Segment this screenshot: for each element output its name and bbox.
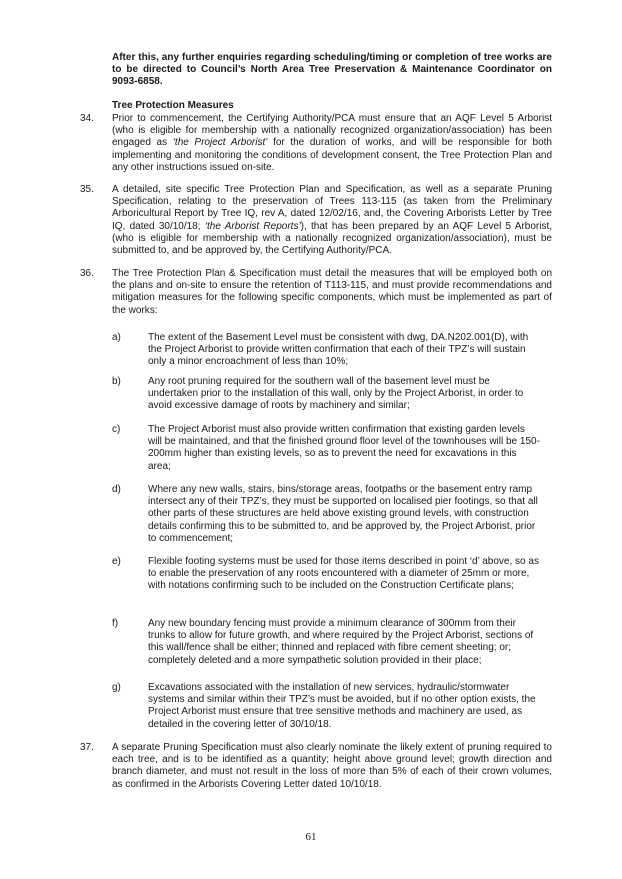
intro-paragraph: After this, any further enquiries regarding scheduling/timing or completion of tree works are to be directed to Council’s North Area Tree Preservation & Maintenance Coordinator on 9093-6858.	[112, 52, 552, 88]
subitem-text: Flexible footing systems must be used for those items described in point ‘d’ above, so as to enable the preservation of any roots encountered with a diameter of 25mm or more, with notations confirming such to be included on the Construction Certificate plans;	[148, 556, 539, 592]
subitem-label: d)	[112, 484, 121, 495]
subitem-label: e)	[112, 556, 121, 567]
condition-text: The Tree Protection Plan & Specification must detail the measures that will be employed both on the plans and on-site to ensure the retention of T113-115, and must provide recommendations and mitigation measures for the following specific components, which must be implemented as part of the works:	[112, 268, 552, 316]
subitem-text: The extent of the Basement Level must be consistent with dwg, DA.N202.001(D), with the Project Arborist to provide written confirmation that each of their TPZ’s will sustain only a minor encroachment of less than 10%;	[148, 332, 529, 368]
condition-text: A separate Pruning Specification must also clearly nominate the likely extent of pruning required to each tree, and is to be identified as a quantity; height above ground level; growth direction and branch diameter, and must not result in the loss of more than 5% of each of their crown volumes, as confirmed in the Arborists Covering Letter dated 10/10/18.	[112, 742, 552, 790]
subitem-label: b)	[112, 376, 121, 387]
subitem-text: The Project Arborist must also provide written confirmation that existing garden levels will be maintained, and that the finished ground floor level of the townhouses will be 150-200mm higher than existing levels, so as to prevent the need for excavations in this area;	[148, 424, 540, 472]
condition-text: A detailed, site specific Tree Protection Plan and Specification, as well as a separate Pruning Specification, relating to the preservation of Trees 113-115 (as taken from the Preliminary Arboricultural Report by Tree IQ, rev A, dated 12/02/16, and, the Covering Arborists Letter by Tree IQ, dated 30/10/18; ‘the Arborist Reports’), that has been prepared by an AQF Level 5 Arborist, (who is eligible for membership with a nationally recognized organization/association), must be submitted to, and be approved by, the Certifying Authority/PCA.	[112, 184, 552, 257]
subitem-text: Any root pruning required for the southern wall of the basement level must be undertaken prior to the installation of this wall, only by the Project Arborist, in order to avoid excessive damage of roots by machinery and similar;	[148, 376, 524, 412]
section-heading: Tree Protection Measures	[112, 100, 234, 111]
condition-number: 35.	[80, 184, 94, 195]
subitem-label: c)	[112, 424, 121, 435]
subitem-label: f)	[112, 618, 119, 629]
subitem-label: a)	[112, 332, 121, 343]
condition-number: 34.	[80, 113, 94, 124]
subitem-text: Where any new walls, stairs, bins/storage areas, footpaths or the basement entry ramp intersect any of their TPZ’s, they must be supported on localised pier footings, so that all other parts of these structures are held above existing ground levels, with construction details confirming this to be submitted to, and be approved by, the Project Arborist, prior to commencement;	[148, 484, 538, 544]
subitem-text: Any new boundary fencing must provide a minimum clearance of 300mm from their trunks to allow for future growth, and where required by the Project Arborist, sections of this wall/fence shall be either; thinned and replaced with fibre cement sheeting; or; completely deleted and a more sympathetic solution provided in their place;	[148, 618, 534, 666]
subitem-label: g)	[112, 682, 121, 693]
condition-text: Prior to commencement, the Certifying Authority/PCA must ensure that an AQF Level 5 Arborist (who is eligible for membership with a nationally recognized organization/association) has been engaged as ‘the Project Arborist’ for the duration of works, and will be responsible for both implementing and monitoring the conditions of development consent, the Tree Protection Plan and any other instructions issued on-site.	[112, 113, 552, 173]
subitem-text: Excavations associated with the installation of new services, hydraulic/stormwater systems and similar within their TPZ’s must be avoided, but if no other option exists, the Project Arborist must ensure that tree sensitive methods and machinery are used, as detailed in the covering letter of 30/10/18.	[148, 682, 536, 730]
condition-number: 36.	[80, 268, 94, 279]
condition-number: 37.	[80, 742, 94, 753]
page-number: 61	[305, 831, 317, 843]
